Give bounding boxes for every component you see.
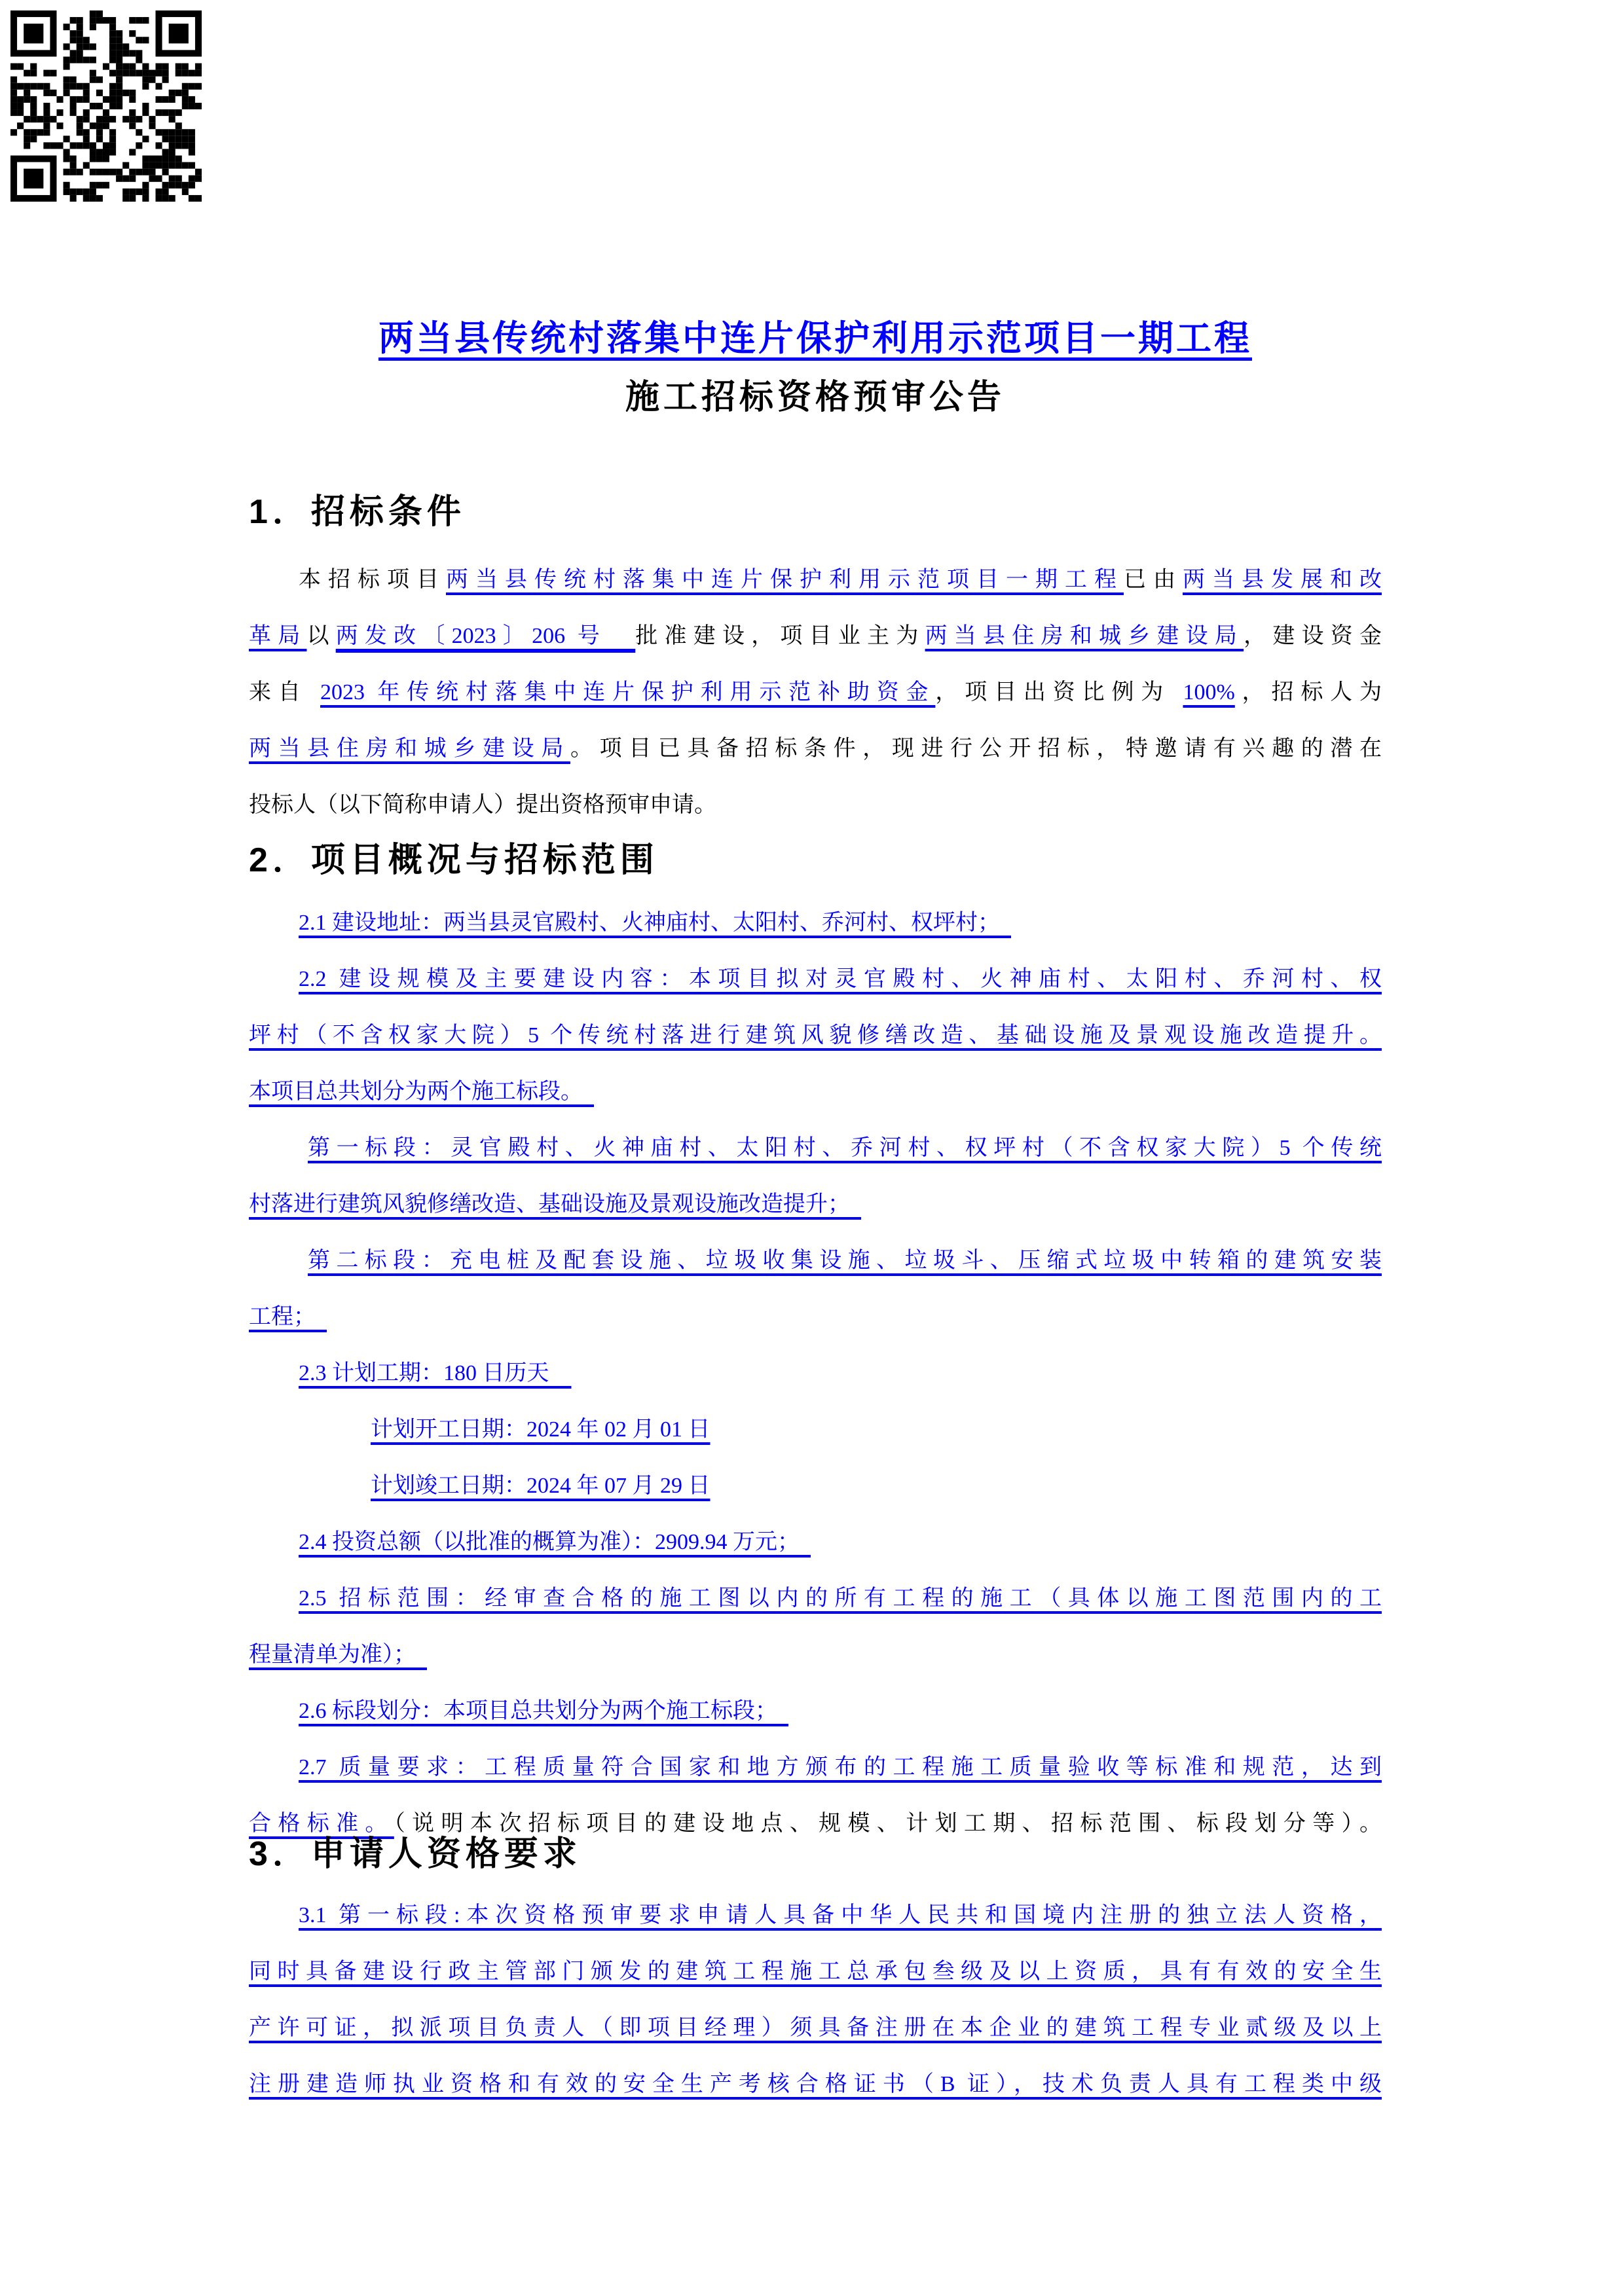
text-line (249, 1576, 1382, 1633)
text-line (249, 1070, 1382, 1126)
underlined-field-text: 革局 (249, 624, 307, 648)
underlined-field-text: 两当县传统村落集中连片保护利用示范项目一期工程 (446, 568, 1124, 592)
text-line (249, 558, 1382, 614)
underlined-field-text: 两当县住房和城乡建设局 (249, 737, 570, 761)
text-line (249, 1182, 1382, 1239)
text-line (249, 1126, 1382, 1182)
document-title: 两当县传统村落集中连片保护利用示范项目一期工程 (378, 319, 1252, 358)
plain-text: 已由 (1124, 568, 1183, 592)
plain-text: ，建设资金 (1244, 624, 1382, 648)
underlined-field-text: 2.6 标段划分：本项目总共划分为两个施工标段； (299, 1699, 788, 1723)
underlined-field-text: 计划竣工日期：2024 年 07 月 29 日 (371, 1474, 710, 1498)
text-line (249, 1408, 1382, 1464)
text-line (249, 1351, 1382, 1408)
plain-text: 投标人（以下简称申请人）提出资格预审申请。 (249, 793, 716, 817)
underlined-field-text: 2.3 计划工期：180 日历天 (299, 1361, 572, 1385)
underlined-field-text: 两当县发展和改 (1183, 568, 1382, 592)
text-line (249, 1689, 1382, 1745)
underlined-field-text: 两当县住房和城乡建设局 (925, 624, 1244, 648)
section-heading-3: 3．申请人资格要求 (249, 1835, 581, 1873)
plain-text: 以 (306, 624, 336, 648)
qr-code (10, 10, 202, 202)
underlined-field-text: 同时具备建设行政主管部门颁发的建筑工程施工总承包叁级及以上资质，具有有效的安全生 (249, 1959, 1382, 1984)
plain-text: ，招标人为 (1234, 680, 1382, 704)
text-line (249, 670, 1382, 727)
underlined-field-text: 村落进行建筑风貌修缮改造、基础设施及景观设施改造提升； (249, 1192, 861, 1216)
underlined-field-text: 工程； (249, 1305, 327, 1329)
text-line (249, 901, 1382, 957)
text-line (249, 614, 1382, 670)
underlined-field-text: 程量清单为准）； (249, 1643, 427, 1667)
qr-code-pattern (10, 10, 202, 202)
underlined-field-text: 产许可证，拟派项目负责人（即项目经理）须具备注册在本企业的建筑工程专业贰级及以上 (249, 2016, 1382, 2040)
plain-text: ，项目出资比例为 (935, 680, 1183, 704)
section-heading-1: 1．招标条件 (249, 493, 466, 531)
text-line (249, 957, 1382, 1013)
underlined-field-text: 2.2 建设规模及主要建设内容：本项目拟对灵官殿村、火神庙村、太阳村、乔河村、权 (299, 967, 1382, 991)
text-line (249, 1520, 1382, 1576)
underlined-field-text: 第一标段：灵官殿村、火神庙村、太阳村、乔河村、权坪村（不含权家大院）5 个传统 (308, 1136, 1382, 1160)
underlined-field-text: 第二标段：充电桩及配套设施、垃圾收集设施、垃圾斗、压缩式垃圾中转箱的建筑安装 (308, 1248, 1382, 1273)
plain-text: （说明本次招标项目的建设地点、规模、计划工期、招标范围、标段划分等）。 (394, 1812, 1382, 1836)
text-line (249, 1893, 1382, 1950)
underlined-field-text: 100% (1183, 680, 1235, 704)
underlined-field-text: 3.1 第一标段:本次资格预审要求申请人具备中华人民共和国境内注册的独立法人资格， (299, 1903, 1382, 1927)
text-line (249, 1239, 1382, 1295)
text-line (249, 727, 1382, 783)
text-line (249, 1950, 1382, 2006)
text-line (249, 1464, 1382, 1520)
underlined-field-text: 计划开工日期：2024 年 02 月 01 日 (371, 1417, 710, 1442)
underlined-field-text: 2.7 质量要求：工程质量符合国家和地方颁布的工程施工质量验收等标准和规范，达到 (299, 1755, 1382, 1779)
text-line (249, 783, 1382, 839)
section-heading-2: 2．项目概况与招标范围 (249, 841, 659, 879)
text-line (249, 2006, 1382, 2062)
underlined-field-text: 2023 年传统村落集中连片保护利用示范补助资金 (320, 680, 936, 704)
text-line (249, 1295, 1382, 1351)
underlined-field-text: 两发改〔2023〕206 号 (335, 624, 636, 648)
underlined-field-text: 本项目总共划分为两个施工标段。 (249, 1080, 594, 1104)
plain-text: 。项目已具备招标条件，现进行公开招标，特邀请有兴趣的潜在 (570, 737, 1382, 761)
underlined-field-text: 2.4 投资总额（以批准的概算为准）：2909.94 万元； (299, 1530, 811, 1554)
underlined-field-text: 合格标准。 (249, 1812, 394, 1836)
plain-text: 本招标项目 (299, 568, 446, 592)
text-line (249, 2062, 1382, 2119)
text-line (249, 1633, 1382, 1689)
underlined-field-text: 2.5 招标范围：经审查合格的施工图以内的所有工程的施工（具体以施工图范围内的工 (299, 1586, 1382, 1611)
plain-text: 来自 (249, 680, 321, 704)
underlined-field-text: 注册建造师执业资格和有效的安全生产考核合格证书（B 证），技术负责人具有工程类中级 (249, 2072, 1382, 2096)
underlined-field-text: 2.1 建设地址：两当县灵官殿村、火神庙村、太阳村、乔河村、权坪村； (299, 911, 1011, 935)
text-line (249, 1013, 1382, 1070)
document-subtitle: 施工招标资格预审公告 (625, 378, 1005, 416)
text-line (249, 1745, 1382, 1802)
underlined-field-text: 坪村（不含权家大院）5 个传统村落进行建筑风貌修缮改造、基础设施及景观设施改造提升。 (249, 1023, 1382, 1048)
plain-text: 批准建设，项目业主为 (635, 624, 925, 648)
